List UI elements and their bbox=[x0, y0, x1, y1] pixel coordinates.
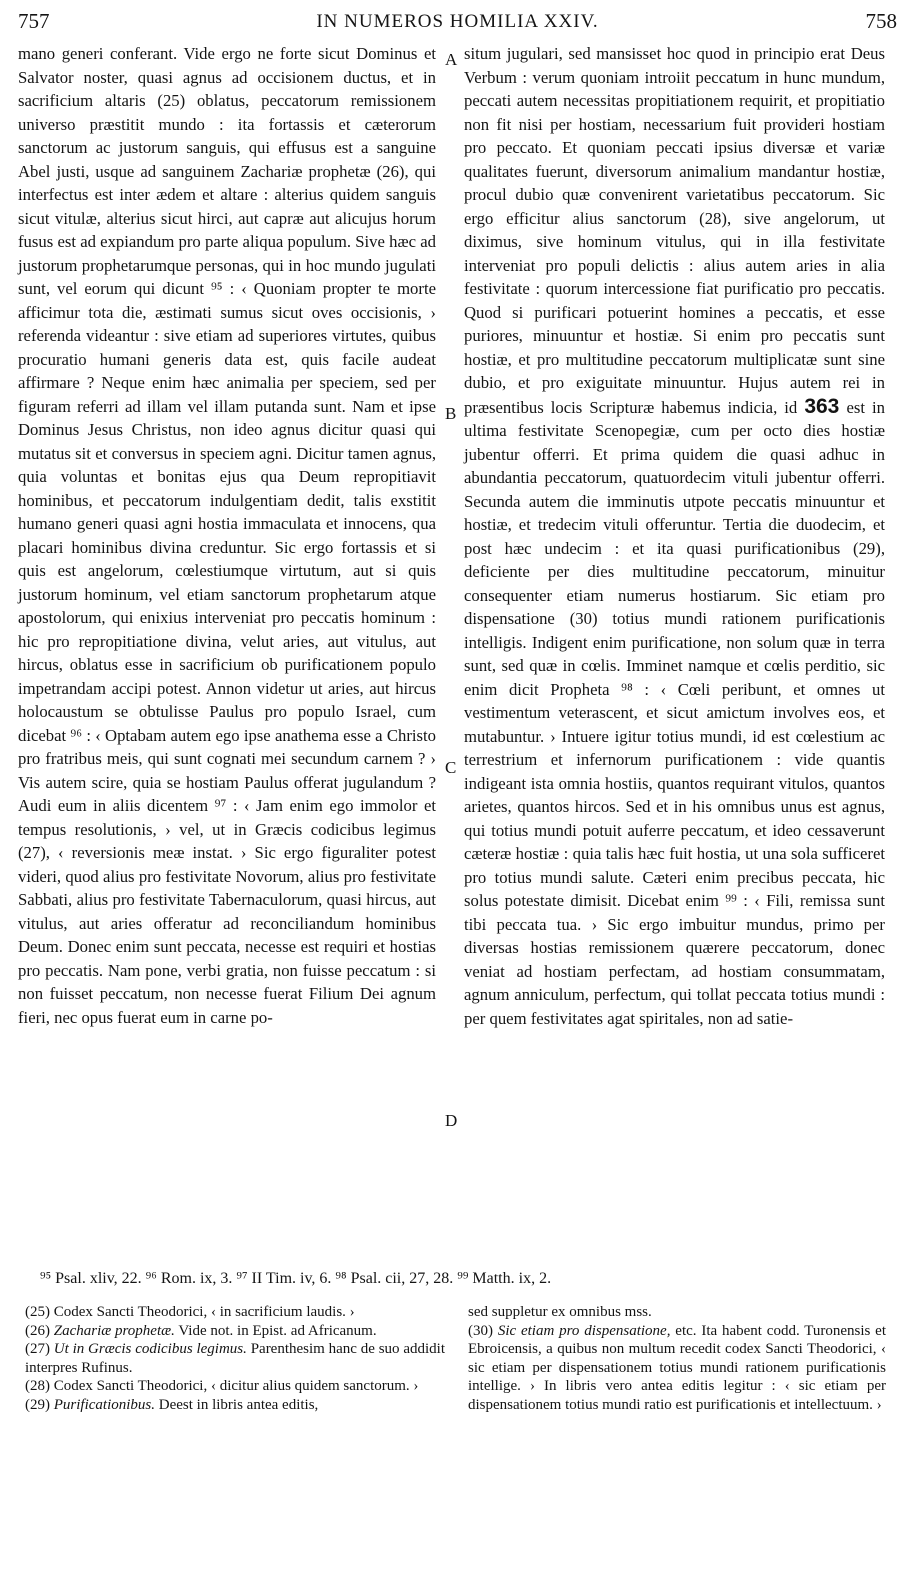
footnote-30: (30) Sic etiam pro dispensatione, etc. Ita habent codd. Turonensis et Ebroicensis, a quibus non multum recedit codex Sancti Theodorici, ‹ sic etiam per dispensationem totius mundi rationem purificationis intellige. › In libris vero antea editis legitur : ‹ sic etiam per dispensationem totius mundi ratio est purificationis et intellectuum. › bbox=[468, 1322, 887, 1413]
right-column-text-before: situm jugulari, sed mansisset hoc quod in principio erat Deus Verbum : verum quoniam introiit peccatum in hunc mundum, peccati autem necessitas propitiationem requirit, et propitiatio non fit nisi per hostiam, necessarium fuit provideri hostiam pro peccato. Et quoniam peccati ipsius diversæ et variæ qualitates fuerunt, diversorum animalium mandantur hostiæ, procul dubio quæ convenirent varietatibus peccatorum. Sic ergo efficitur alius sanctorum (28), sive angelorum, ut diximus, sive hominum vitulus, qui in illa festivitate interveniat pro populi delictis : alius autem aries in alia festivitate : quorum intercessione fiat purificatio pro peccatis. Quod si purificari potuerint homines a peccatis, et esse puriores, minuuntur et hostiæ. Si enim pro peccatis sunt hostiæ, et pro multitudine peccatorum multiplicatæ sunt sine dubio, et pro exiguitate minuuntur. Hujus autem rei in præsentibus locis Scripturæ habemus indicia, id bbox=[464, 44, 885, 417]
footnote-29-continued: sed suppletur ex omnibus mss. bbox=[468, 1304, 652, 1320]
scripture-references: ⁹⁵ Psal. xliv, 22. ⁹⁶ Rom. ix, 3. ⁹⁷ II Tim. iv, 6. ⁹⁸ Psal. cii, 27, 28. ⁹⁹ Matth. ix, 2. bbox=[40, 1270, 552, 1287]
footnote-27: (27) Ut in Græcis codicibus legimus. Parenthesim hanc de suo addidit interpres Rufinus. bbox=[25, 1341, 445, 1376]
running-title: IN NUMEROS HOMILIA XXIV. bbox=[316, 11, 599, 32]
right-column-text-after: est in ultima festivitate Scenopegiæ, cum per octo dies hostiæ jubentur offerri. Et prima quidem die quasi adhuc in abundantia peccatorum, quatuordecim vituli jubentur offerri. Secunda autem die imminutis utpote peccatis minuuntur et hostiæ, et tredecim vituli offeruntur. Tertia die duodecim, et post hæc undecim : et ita quasi purificationibus (29), deficiente per dies multitudine peccatorum, minuitur consequenter etiam numerus hostiarum. Sic etiam pro dispensatione (30) totius mundi rationem purificationis intelligis. Indigent enim purificatione, non solum quæ in terra sunt, sed quæ in cœlis. Imminet namque et cœlis perditio, sic enim dicit Propheta ⁹⁸ : ‹ Cœli peribunt, et omnes ut vestimentum veterascent, et sicut amictum involves eos, et mutabuntur. › Intuere igitur totius mundi, id est cœlestium ac terrestrium et infernorum purificationem : vide quantis indigeant ista omnia hostiis, quantos requirant vitulos, quantos arietes, quantos hircos. Sed et in his omnibus unus est agnus, qui totius mundi potuit auferre peccatum, et ideo cessaverunt cæteræ hostiæ : quia talis hæc fuit hostia, ut una sola sufficeret pro totius mundi salute. Cæteri enim precibus peccata, hic solus potestate dimisit. Dicebat enim ⁹⁹ : ‹ Fili, remissa sunt tibi peccata tua. › Sic ergo imbuitur mundus, primo per diversas hostias remissionem quærere peccatorum, donec veniat ad hostiam perfectam, ad hostiam consummatam, agnum anniculum, perfectum, qui tollat peccata totius mundi : per quem festivitates agat spiritales, non ad satie- bbox=[464, 397, 886, 1028]
page-header bbox=[18, 9, 897, 39]
page-number-left: 757 bbox=[18, 9, 50, 33]
footnote-26: (26) Zachariæ prophetæ. Vide not. in Epist. ad Africanum. bbox=[25, 1322, 377, 1339]
margin-letter-a: A bbox=[445, 50, 458, 69]
margin-letter-d: D bbox=[445, 1111, 458, 1130]
right-column-text bbox=[464, 42, 885, 1030]
column-number: 363 bbox=[804, 394, 840, 418]
footnote-25: (25) Codex Sancti Theodorici, ‹ in sacrificium laudis. › bbox=[25, 1304, 355, 1320]
footnotes-right bbox=[468, 1303, 886, 1414]
left-column-text: mano generi conferant. Vide ergo ne forte sicut Dominus et Salvator noster, quasi agnus ad occisionem ductus, et in sacrificium altaris (25) oblatus, peccatorum remissionem universo præstitit mundo : ita fortassis et cæterorum sanctorum ac justorum sanguis, qui effusus est a sanguine Abel justi, usque ad sanguinem Zachariæ prophetæ (26), qui interfectus est inter ædem et altare : alterius quidem sanguis sicut vitulæ, alterius sicut hirci, aut capræ aut alicujus horum fusus est ad expiandum pro parte aliqua populum. Sive hæc ad justorum prophetarumque personas, qui in hoc mundo jugulati sunt, vel eorum qui dicunt ⁹⁵ : ‹ Quoniam propter te morte afficimur tota die, æstimati sumus sicut oves occisionis, › referenda videantur : sive etiam ad superiores virtutes, quibus procuratio humani generis data est, quis facile audeat affirmare ? Neque enim hæc animalia per speciem, sed per figuram referri ad illam vel illam putanda sunt. Nam et ipse Dominus Jesus Christus, non ideo agnus dicitur quasi qui mutatus sit et conversus in speciem agni. Dicitur tamen agnus, quia voluntas et bonitas ejus qua Deum repropitiavit hominibus, et peccatorum indulgentiam dedit, talis exstitit humano generi quasi agni hostia immaculata et innocens, qua placari hominibus divina creduntur. Sic ergo fortassis et si quis est angelorum, cœlestiumque virtutum, aut si quis justorum hominum, vel etiam sanctorum prophetarum atque apostolorum, qui enixius interveniat pro peccatis hominum : hic pro repropitiatione divina, velut aries, aut vitulus, aut hircus, oblatus esse in sacrificium ob purificationem populo impetrandam accipi potest. Annon videtur ut aries, aut hircus holocaustum se obtulisse Paulus pro populo Israel, cum dicebat ⁹⁶ : ‹ Optabam autem ego ipse anathema esse a Christo pro fratribus meis, qui sunt cognati mei secundum carnem ? › Vis autem scire, quia se hostiam Paulus offerat jugulandum ? Audi eum in aliis dicentem ⁹⁷ : ‹ Jam enim ego immolor et tempus resolutionis, › vel, ut in Græcis codicibus legimus (27), ‹ reversionis meæ instat. › Sic ergo figuraliter potest videri, quod alius pro festivitate Novorum, alius pro festivitate Sabbati, alius pro festivitate Tabernaculorum, quasi hircus, aut vitulus, aut aries offeratur ad reconciliandum hominibus Deum. Donec enim sunt peccata, necesse est requiri et hostias pro peccatis. Nam pone, verbi gratia, non fuisse peccatum : si non fuisset peccatum, non necesse fuerat Filium Dei agnum fieri, nec opus fuerat eum in carne po- bbox=[18, 44, 436, 1027]
page-number-right: 758 bbox=[865, 9, 897, 33]
footnote-28: (28) Codex Sancti Theodorici, ‹ dicitur alius quidem sanctorum. › bbox=[25, 1378, 419, 1394]
left-column bbox=[18, 42, 436, 1029]
right-column bbox=[464, 42, 885, 1030]
margin-letter-b: B bbox=[445, 404, 457, 423]
footnote-29: (29) Purificationibus. Deest in libris antea editis, bbox=[25, 1396, 319, 1413]
margin-letter-c: C bbox=[445, 758, 457, 777]
footnotes-left bbox=[25, 1303, 445, 1414]
